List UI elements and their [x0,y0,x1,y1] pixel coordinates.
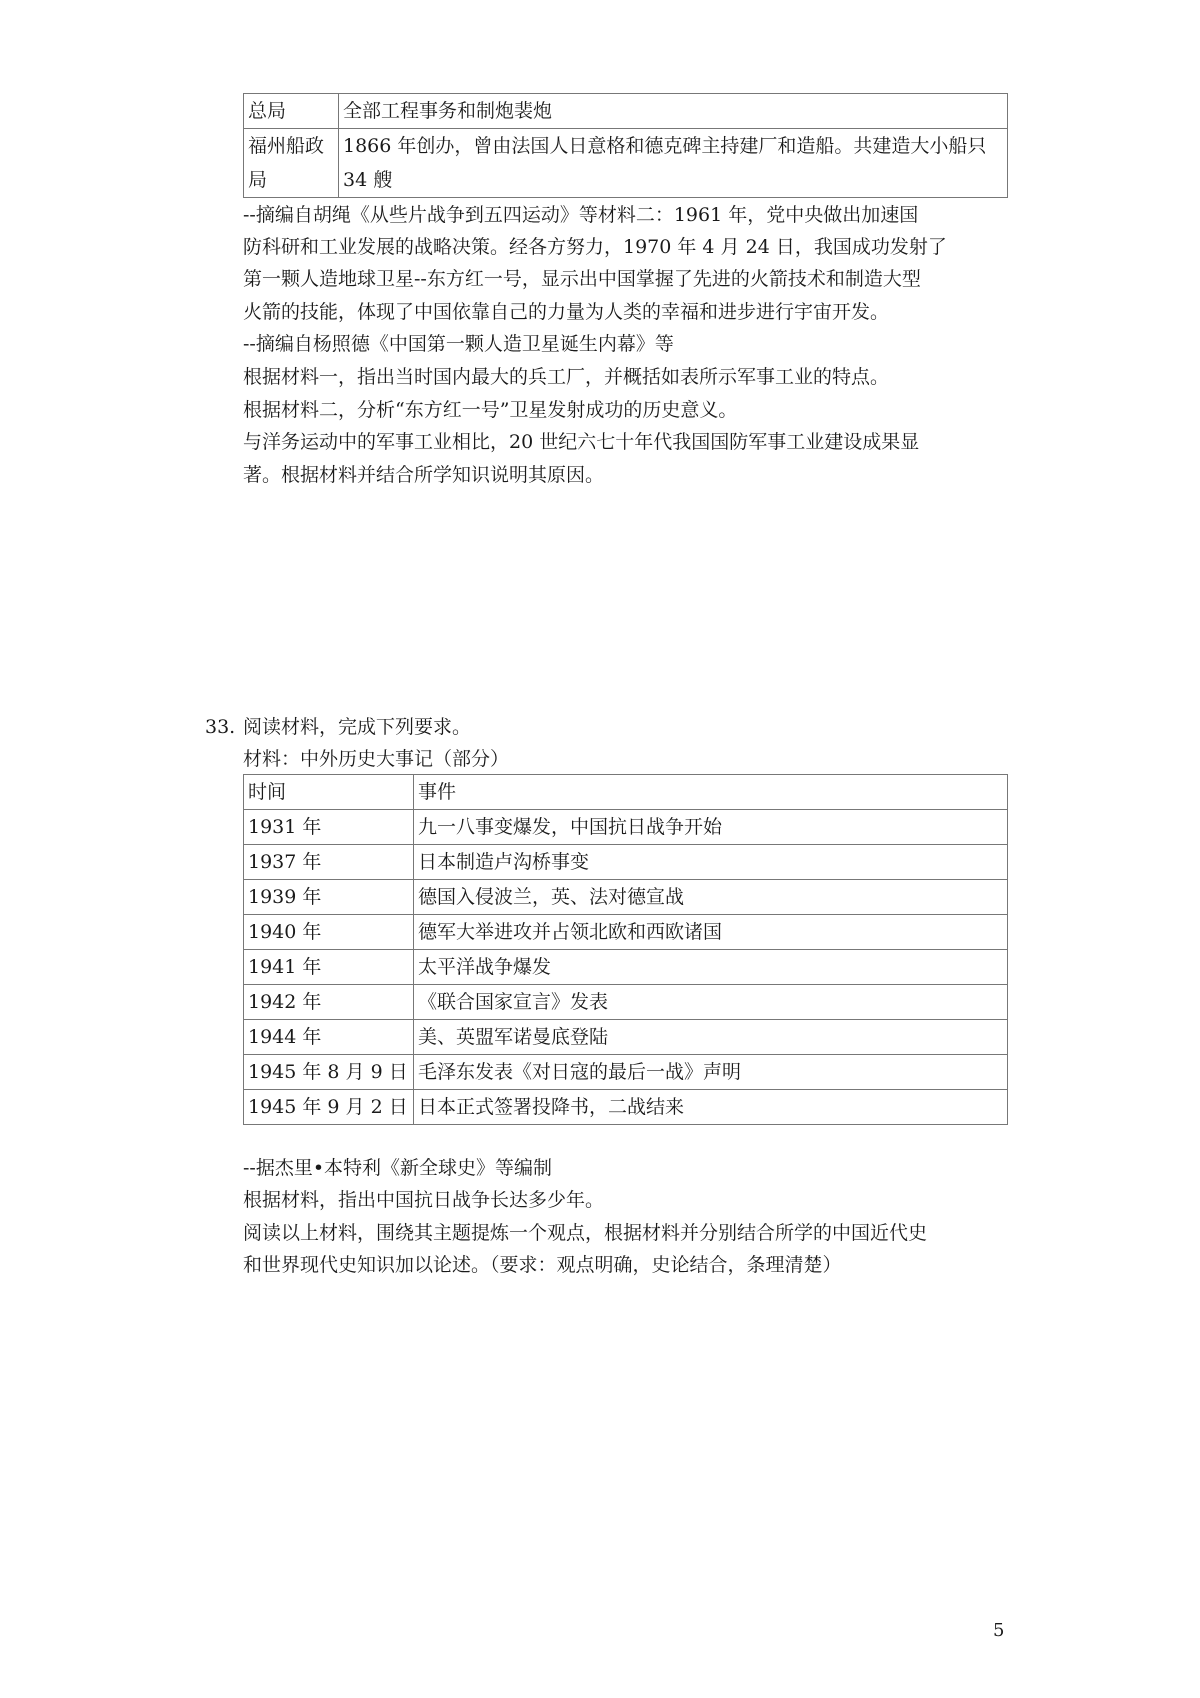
text-line: 和世界现代史知识加以论述。（要求：观点明确，史论结合，条理清楚） [243,1254,842,1276]
table-cell: 《联合国家宣言》发表 [414,985,1008,1020]
text-line: 阅读以上材料，围绕其主题提炼一个观点，根据材料并分别结合所学的中国近代史 [243,1222,928,1244]
table-header-row [244,775,1008,810]
table-cell: 1940 年 [244,915,414,950]
question-number: 33. [205,716,236,738]
factory-table [243,93,1008,198]
table-cell: 德国入侵波兰，英、法对德宣战 [414,880,1008,915]
text-line: 根据材料，指出中国抗日战争长达多少年。 [243,1189,605,1211]
table-row [244,1020,1008,1055]
text-line: 著。根据材料并结合所学知识说明其原因。 [243,464,605,486]
question-prompt: 阅读材料，完成下列要求。 [243,716,472,738]
table-cell: 1944 年 [244,1020,414,1055]
table-cell: 1866 年创办，曾由法国人日意格和德克碑主持建厂和造船。共建造大小船只 34 艘 [339,129,1008,198]
table-cell: 1945 年 9 月 2 日 [244,1090,414,1125]
table-row [244,985,1008,1020]
table-cell: 1939 年 [244,880,414,915]
table-header: 时间 [244,775,414,810]
table-cell: 德军大举进攻并占领北欧和西欧诸国 [414,915,1008,950]
text-line: --摘编自杨照德《中国第一颗人造卫星诞生内幕》等 [243,333,674,355]
table-cell: 日本正式签署投降书，二战结来 [414,1090,1008,1125]
table-row [244,94,1008,129]
table-row [244,845,1008,880]
table-row [244,950,1008,985]
table-cell: 1937 年 [244,845,414,880]
table-row [244,915,1008,950]
text-line: --据杰里•本特利《新全球史》等编制 [243,1157,553,1179]
table-cell: 毛泽东发表《对日寇的最后一战》声明 [414,1055,1008,1090]
text-line: 第一颗人造地球卫星--东方红一号，显示出中国掌握了先进的火箭技术和制造大型 [243,268,921,290]
text-line: --摘编自胡绳《从些片战争到五四运动》等材料二：1961 年，党中央做出加速国 [243,204,919,226]
table-cell: 美、英盟军诺曼底登陆 [414,1020,1008,1055]
text-line: 火箭的技能，体现了中国依靠自己的力量为人类的幸福和进步进行宇宙开发。 [243,301,890,323]
text-line: 根据材料二，分析“东方红一号”卫星发射成功的历史意义。 [243,399,738,421]
table-cell: 太平洋战争爆发 [414,950,1008,985]
table-row [244,880,1008,915]
table-cell: 总局 [244,94,339,129]
table-row [244,1055,1008,1090]
table-cell: 1942 年 [244,985,414,1020]
table-cell: 福州船政局 [244,129,339,198]
table-cell: 全部工程事务和制炮裴炮 [339,94,1008,129]
table-row [244,129,1008,198]
table-cell: 1941 年 [244,950,414,985]
table-cell: 日本制造卢沟桥事变 [414,845,1008,880]
table-row [244,1090,1008,1125]
material-title: 材料：中外历史大事记（部分） [243,748,510,770]
table-row [244,810,1008,845]
page-number: 5 [993,1620,1005,1641]
table-cell: 九一八事变爆发，中国抗日战争开始 [414,810,1008,845]
events-table [243,774,1008,1125]
text-line: 防科研和工业发展的战略决策。经各方努力，1970 年 4 月 24 日，我国成功发射了 [243,236,947,258]
table-cell: 1931 年 [244,810,414,845]
table-header: 事件 [414,775,1008,810]
text-line: 根据材料一，指出当时国内最大的兵工厂，并概括如表所示军事工业的特点。 [243,366,890,388]
table-cell: 1945 年 8 月 9 日 [244,1055,414,1090]
text-line: 与洋务运动中的军事工业相比，20 世纪六七十年代我国国防军事工业建设成果显 [243,431,920,453]
